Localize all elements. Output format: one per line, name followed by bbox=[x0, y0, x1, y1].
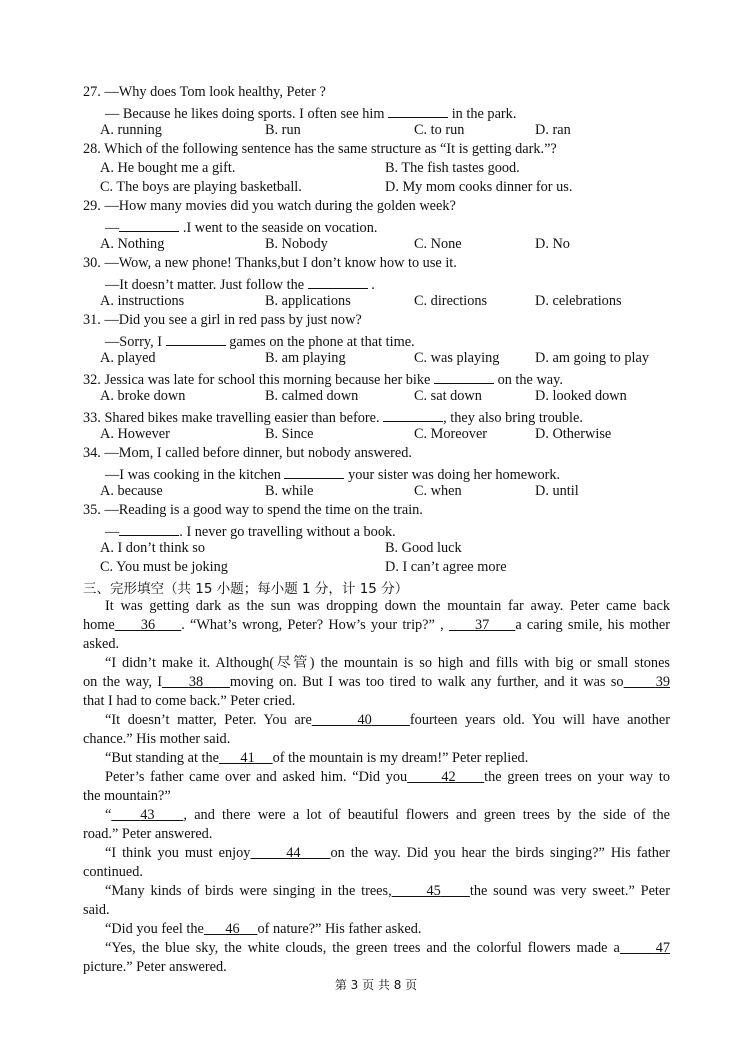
question-27-prompt bbox=[105, 103, 516, 123]
blank-39 bbox=[624, 674, 670, 690]
blank-number: 41 bbox=[240, 750, 255, 766]
blank-number: 46 bbox=[225, 921, 240, 937]
option-c: C. You must be joking bbox=[100, 559, 228, 575]
option-b: B. Since bbox=[265, 426, 314, 442]
passage-line: “I didn’t make it. Although(尽管) the mountain is so high and fills with big or small stones bbox=[105, 655, 670, 671]
passage-line: said. bbox=[83, 902, 110, 918]
question-35-stem: 35. —Reading is a good way to spend the time on the train. bbox=[83, 502, 423, 518]
question-33-stem bbox=[83, 407, 583, 427]
option-d: D. celebrations bbox=[535, 293, 622, 309]
passage-text: home bbox=[83, 617, 115, 633]
answer-blank bbox=[308, 274, 368, 289]
passage-text: “I think you must enjoy bbox=[105, 845, 251, 861]
option-c: C. directions bbox=[414, 293, 488, 309]
passage-text: “It doesn’t matter, Peter. You are bbox=[105, 712, 312, 728]
option-a: A. broke down bbox=[100, 388, 186, 404]
option-a: A. because bbox=[100, 483, 163, 499]
option-d: D. Otherwise bbox=[535, 426, 612, 442]
prompt-text: games on the phone at that time. bbox=[229, 334, 415, 350]
passage-text: on the way. Did you hear the birds singing?” His father bbox=[330, 845, 670, 861]
passage-line bbox=[83, 673, 670, 692]
question-27-stem: 27. —Why does Tom look healthy, Peter ? bbox=[83, 84, 326, 100]
option-a: A. played bbox=[100, 350, 156, 366]
prompt-text: —It doesn’t matter. Just follow the bbox=[105, 277, 305, 293]
option-c: C. Moreover bbox=[414, 426, 488, 442]
passage-text: . “What’s wrong, Peter? How’s your trip?” , bbox=[181, 617, 444, 633]
option-d: D. No bbox=[535, 236, 570, 252]
option-b: B. run bbox=[265, 122, 301, 138]
passage-line: chance.” His mother said. bbox=[83, 731, 231, 747]
stem-text: , they also bring trouble. bbox=[443, 410, 583, 426]
blank-number: 43 bbox=[140, 807, 155, 823]
passage-line: picture.” Peter answered. bbox=[83, 959, 227, 975]
blank-47 bbox=[620, 940, 670, 956]
question-31-stem: 31. —Did you see a girl in red pass by just now? bbox=[83, 312, 362, 328]
blank-number: 42 bbox=[441, 769, 456, 785]
passage-text: “Many kinds of birds were singing in the trees, bbox=[105, 883, 392, 899]
stem-text: on the way. bbox=[497, 372, 563, 388]
passage-line bbox=[83, 749, 670, 768]
answer-blank bbox=[119, 521, 179, 536]
passage-line bbox=[83, 939, 670, 958]
option-d: D. am going to play bbox=[535, 350, 649, 366]
passage-line: road.” Peter answered. bbox=[83, 826, 213, 842]
option-c: C. was playing bbox=[414, 350, 500, 366]
question-29-prompt bbox=[105, 217, 377, 237]
option-a: A. Nothing bbox=[100, 236, 165, 252]
question-28-stem: 28. Which of the following sentence has the same structure as “It is getting dark.”? bbox=[83, 141, 557, 157]
blank-37 bbox=[449, 617, 515, 633]
prompt-text: — bbox=[105, 220, 120, 236]
passage-line: asked. bbox=[83, 636, 120, 652]
question-34-stem: 34. —Mom, I called before dinner, but nobody answered. bbox=[83, 445, 412, 461]
option-b: B. calmed down bbox=[265, 388, 359, 404]
passage-line bbox=[83, 920, 670, 939]
passage-text: the green trees on your way to bbox=[484, 769, 671, 785]
blank-42 bbox=[407, 769, 484, 785]
blank-number: 45 bbox=[426, 883, 441, 899]
option-a: A. He bought me a gift. bbox=[100, 160, 236, 176]
question-31-prompt bbox=[105, 331, 415, 351]
stem-text: 33. Shared bikes make travelling easier than before. bbox=[83, 410, 380, 426]
answer-blank bbox=[166, 331, 226, 346]
passage-text: Peter’s father came over and asked him. “Did you bbox=[105, 769, 408, 785]
answer-blank bbox=[284, 464, 344, 479]
prompt-text: your sister was doing her homework. bbox=[348, 467, 561, 483]
option-d: D. I can’t agree more bbox=[385, 559, 507, 575]
option-c: C. sat down bbox=[414, 388, 482, 404]
passage-text: , and there were a lot of beautiful flowers and green trees by the side of the bbox=[183, 807, 671, 823]
option-d: D. until bbox=[535, 483, 579, 499]
option-c: C. None bbox=[414, 236, 462, 252]
passage-line bbox=[83, 844, 670, 863]
page-number: 第 3 页 共 8 页 bbox=[334, 978, 418, 992]
blank-44 bbox=[250, 845, 330, 861]
question-29-stem: 29. —How many movies did you watch during the golden week? bbox=[83, 198, 456, 214]
blank-number: 40 bbox=[357, 712, 372, 728]
passage-text: of the mountain is my dream!” Peter replied. bbox=[272, 750, 529, 766]
option-d: D. ran bbox=[535, 122, 571, 138]
blank-number: 38 bbox=[188, 674, 204, 690]
blank-40 bbox=[312, 712, 410, 728]
option-c: C. when bbox=[414, 483, 462, 499]
passage-text: on the way, I bbox=[83, 674, 163, 690]
passage-line: the mountain?” bbox=[83, 788, 171, 804]
answer-blank bbox=[383, 407, 443, 422]
option-d: D. My mom cooks dinner for us. bbox=[385, 179, 573, 195]
option-a: A. I don’t think so bbox=[100, 540, 205, 556]
passage-text: of nature?” His father asked. bbox=[257, 921, 422, 937]
blank-46 bbox=[204, 921, 258, 937]
passage-line bbox=[83, 711, 670, 730]
prompt-text: .I went to the seaside on vocation. bbox=[182, 220, 378, 236]
option-a: A. running bbox=[100, 122, 162, 138]
option-c: C. to run bbox=[414, 122, 465, 138]
passage-line bbox=[83, 768, 670, 787]
passage-line: It was getting dark as the sun was dropping down the mountain far away. Peter came back bbox=[105, 598, 670, 614]
stem-text: 32. Jessica was late for school this morning because her bike bbox=[83, 372, 431, 388]
blank-number: 36 bbox=[140, 617, 156, 633]
blank-number: 47 bbox=[655, 940, 670, 956]
passage-text: the sound was very sweet.” Peter bbox=[469, 883, 671, 899]
option-d: D. looked down bbox=[535, 388, 627, 404]
blank-number: 39 bbox=[655, 674, 670, 690]
passage-line bbox=[83, 616, 670, 635]
option-c: C. The boys are playing basketball. bbox=[100, 179, 302, 195]
prompt-text: — Because he likes doing sports. I often see him bbox=[105, 106, 385, 122]
blank-43 bbox=[111, 807, 183, 823]
prompt-text: —I was cooking in the kitchen bbox=[105, 467, 281, 483]
prompt-text: . bbox=[371, 277, 375, 293]
prompt-text: in the park. bbox=[451, 106, 517, 122]
passage-text: a caring smile, his mother bbox=[515, 617, 671, 633]
passage-line: that I had to come back.” Peter cried. bbox=[83, 693, 296, 709]
section-heading: 三、完形填空（共 15 小题；每小题 1 分，计 15 分） bbox=[83, 581, 409, 597]
question-30-stem: 30. —Wow, a new phone! Thanks,but I don’t know how to use it. bbox=[83, 255, 457, 271]
option-b: B. applications bbox=[265, 293, 351, 309]
prompt-text: — bbox=[105, 524, 120, 540]
blank-38 bbox=[162, 674, 230, 690]
blank-number: 37 bbox=[474, 617, 490, 633]
blank-36 bbox=[115, 617, 181, 633]
passage-text: “But standing at the bbox=[105, 750, 219, 766]
blank-41 bbox=[219, 750, 273, 766]
option-b: B. while bbox=[265, 483, 314, 499]
answer-blank bbox=[388, 103, 448, 118]
passage-text: moving on. But I was too tired to walk any further, and it was so bbox=[229, 674, 624, 690]
answer-blank bbox=[119, 217, 179, 232]
option-b: B. Nobody bbox=[265, 236, 328, 252]
passage-text: “ bbox=[105, 807, 112, 823]
question-35-prompt bbox=[105, 521, 396, 541]
answer-blank bbox=[434, 369, 494, 384]
passage-line bbox=[83, 882, 670, 901]
question-34-prompt bbox=[105, 464, 560, 484]
option-b: B. am playing bbox=[265, 350, 346, 366]
passage-text: fourteen years old. You will have another bbox=[409, 712, 671, 728]
passage-line bbox=[83, 806, 670, 825]
passage-text: “Yes, the blue sky, the white clouds, the green trees and the colorful flowers made a bbox=[105, 940, 620, 956]
option-b: B. Good luck bbox=[385, 540, 462, 556]
prompt-text: —Sorry, I bbox=[105, 334, 163, 350]
passage-line: continued. bbox=[83, 864, 143, 880]
option-b: B. The fish tastes good. bbox=[385, 160, 520, 176]
option-a: A. instructions bbox=[100, 293, 185, 309]
blank-45 bbox=[392, 883, 470, 899]
blank-number: 44 bbox=[286, 845, 301, 861]
question-32-stem bbox=[83, 369, 563, 389]
option-a: A. However bbox=[100, 426, 170, 442]
passage-text: “Did you feel the bbox=[105, 921, 204, 937]
question-30-prompt bbox=[105, 274, 375, 294]
prompt-text: . I never go travelling without a book. bbox=[179, 524, 396, 540]
